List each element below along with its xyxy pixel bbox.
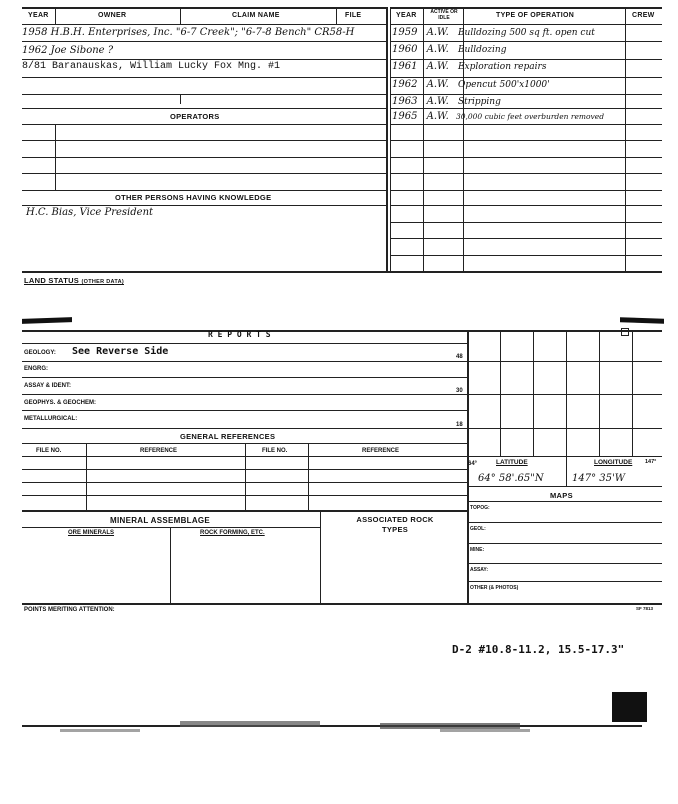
- ops-row-2: [392, 44, 506, 55]
- ops-row-4-type: Opencut 500'x1000': [457, 80, 550, 90]
- engrg-label: ENGRG:: [24, 366, 48, 372]
- ops-row-1: [392, 27, 595, 38]
- ops-row-2-year: 1960: [392, 44, 418, 55]
- ops-row-3: [392, 61, 546, 72]
- lat-prefix: 64°: [468, 461, 478, 467]
- owner-row-1: 1958 H.B.H. Enterprises, Inc. "6-7 Creek"; "6-7-8 Bench" CR58-H: [22, 27, 355, 38]
- rock-forming-header: ROCK FORMING, ETC.: [200, 530, 265, 536]
- ref-file-no-1: FILE NO.: [36, 448, 62, 454]
- maps-other: OTHER (& PHOTOS): [470, 585, 519, 591]
- reports-title: R E P O R T S: [208, 330, 271, 339]
- ref-reference-2: REFERENCE: [362, 448, 400, 454]
- ops-row-5-year: 1963: [392, 96, 418, 107]
- ops-row-2-type: Bulldozing: [457, 45, 507, 55]
- owners-claim-header: CLAIM NAME: [232, 12, 280, 19]
- scan-noise-band: [0, 715, 678, 745]
- other-persons-title: OTHER PERSONS HAVING KNOWLEDGE: [115, 193, 272, 202]
- num-48: 48: [456, 354, 463, 360]
- ops-year-header: YEAR: [396, 12, 417, 19]
- num-30: 30: [456, 388, 463, 394]
- maps-title: MAPS: [550, 491, 573, 500]
- ops-row-6: [392, 111, 604, 122]
- maps-assay: ASSAY:: [470, 567, 489, 573]
- latitude-label: LATITUDE: [496, 459, 528, 466]
- land-status-subtitle: (OTHER DATA): [81, 279, 124, 285]
- ref-reference-1: REFERENCE: [140, 448, 178, 454]
- ops-row-4-year: 1962: [392, 79, 418, 90]
- ops-row-6-type: 30,000 cubic feet overburden removed: [455, 112, 605, 121]
- ops-row-5: [392, 96, 501, 107]
- longitude-label: LONGITUDE: [594, 459, 633, 466]
- ops-row-1-year: 1959: [392, 27, 418, 38]
- assay-label: ASSAY & IDENT:: [24, 383, 72, 389]
- ops-row-6-year: 1965: [392, 111, 418, 122]
- ops-row-4-active: A.W.: [426, 79, 449, 90]
- maps-geol: GEOL:: [470, 526, 486, 532]
- other-persons-entry: H.C. Bias, Vice President: [26, 207, 154, 218]
- num-18: 18: [456, 422, 463, 428]
- ops-row-4: [392, 79, 550, 90]
- reports-top-bar: [22, 317, 72, 324]
- ops-row-5-type: Stripping: [457, 97, 501, 107]
- ops-row-3-type: Exploration repairs: [457, 62, 547, 72]
- land-status-title: [24, 276, 124, 285]
- general-references-title: GENERAL REFERENCES: [180, 432, 276, 441]
- operators-title: OPERATORS: [170, 112, 220, 121]
- owner-row-3: 8/81 Baranauskas, William Lucky Fox Mng. #1: [22, 61, 281, 72]
- geology-label: GEOLOGY:: [24, 350, 56, 356]
- ops-active-header: ACTIVE OR IDLE: [430, 9, 458, 21]
- ops-crew-header: CREW: [632, 12, 655, 19]
- ore-minerals-header: ORE MINERALS: [68, 530, 115, 536]
- owners-file-header: FILE: [345, 12, 362, 19]
- geology-value: See Reverse Side: [72, 346, 169, 357]
- ops-row-2-active: A.W.: [426, 44, 449, 55]
- stamp-text: D-2 #10.8-11.2, 15.5-17.3": [452, 643, 625, 656]
- mineral-assemblage-title: MINERAL ASSEMBLAGE: [110, 516, 211, 525]
- points-title: POINTS MERITING ATTENTION:: [24, 607, 115, 613]
- ops-type-header: TYPE OF OPERATION: [496, 12, 575, 19]
- metallurgical-label: METALLURGICAL:: [24, 416, 78, 422]
- maps-topog: TOPOG:: [470, 505, 490, 511]
- associated-rock-types: ASSOCIATED ROCK TYPES: [356, 515, 434, 534]
- owner-row-2: 1962 Joe Sibone ?: [22, 45, 114, 56]
- form-number: SF 7813: [636, 606, 654, 611]
- ops-row-3-active: A.W.: [426, 61, 449, 72]
- ref-file-no-2: FILE NO.: [262, 448, 288, 454]
- ops-row-1-type: Bulldozing 500 sq ft. open cut: [457, 28, 595, 38]
- ops-row-6-active: A.W.: [426, 111, 449, 122]
- maps-mine: MINE:: [470, 547, 485, 553]
- owners-year-header: YEAR: [28, 12, 49, 19]
- land-status-label: LAND STATUS: [24, 276, 80, 285]
- latitude-value: 64° 58'.65"N: [478, 473, 544, 484]
- geophys-label: GEOPHYS. & GEOCHEM:: [24, 400, 97, 406]
- long-prefix: 147°: [645, 459, 657, 465]
- owners-owner-header: OWNER: [98, 12, 127, 19]
- ops-row-5-active: A.W.: [426, 96, 449, 107]
- ops-row-1-active: A.W.: [426, 27, 449, 38]
- longitude-value: 147° 35'W: [572, 473, 626, 484]
- ops-row-3-year: 1961: [392, 61, 418, 72]
